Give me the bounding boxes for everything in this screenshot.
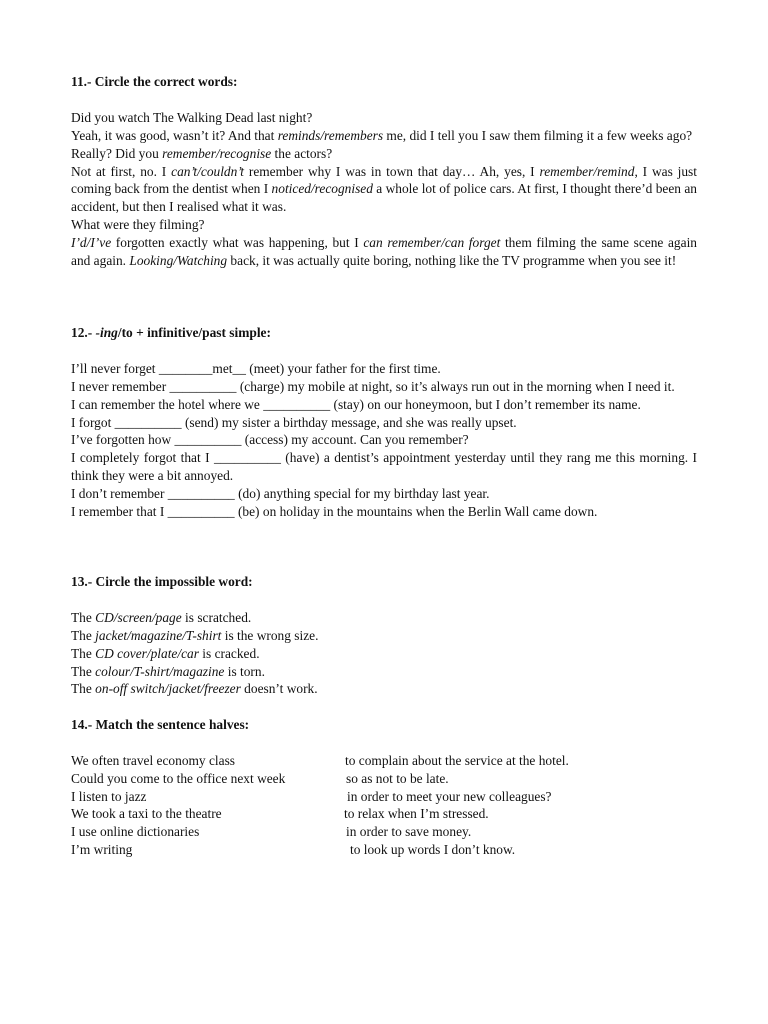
word-choice: colour/T-shirt/magazine xyxy=(95,663,225,679)
word-choice: on-off switch/jacket/freezer xyxy=(95,681,241,697)
gap-fill-sentence: I never remember __________ (charge) my mobile at night, so it’s always run out in the morning when I need it. xyxy=(71,378,675,394)
match-row xyxy=(71,805,697,823)
sentence-text: is the wrong size. xyxy=(221,627,319,643)
section-13 xyxy=(71,573,697,698)
section-14-heading: 14.- Match the sentence halves: xyxy=(71,717,250,732)
word-choice: remember/recognise xyxy=(162,145,272,161)
dialogue-text: me, did I tell you I saw them filming it a few weeks ago? xyxy=(383,127,693,143)
word-choice: reminds/remembers xyxy=(277,127,384,143)
dialogue-text: , I was just coming back from the dentist when I xyxy=(71,163,697,197)
dialogue-line xyxy=(71,109,697,127)
section-11 xyxy=(71,73,697,270)
sentence-text: is cracked. xyxy=(198,645,260,661)
word-choice: can’t/couldn’t xyxy=(171,163,245,179)
word-choice: CD cover/plate/car xyxy=(95,645,199,661)
dialogue-line xyxy=(71,234,697,270)
dialogue-line xyxy=(71,127,697,145)
dialogue-text: Did you watch The Walking Dead last night? xyxy=(71,109,313,125)
gap-fill-sentence: I remember that I __________ (be) on holiday in the mountains when the Berlin Wall came down. xyxy=(71,504,598,520)
section-12-number: 12.- xyxy=(71,325,96,340)
dialogue-text: them filming the same scene again and again. xyxy=(71,235,697,269)
sentence xyxy=(71,645,697,663)
gap-fill-sentence: I’ll never forget ________met__ (meet) your father for the first time. xyxy=(71,360,441,376)
dialogue-text: What were they filming? xyxy=(71,217,205,233)
word-choice: Looking/Watching xyxy=(129,253,228,269)
dialogue-line xyxy=(71,216,697,234)
word-choice: can remember/can forget xyxy=(363,235,501,251)
word-choice: CD/screen/page xyxy=(95,609,182,625)
dialogue-text: back, it was actually quite boring, nothing like the TV programme when you see it! xyxy=(227,253,677,269)
word-choice: remember/remind xyxy=(539,163,635,179)
sentence-second-half: to relax when I’m stressed. xyxy=(344,806,489,822)
match-row xyxy=(71,770,697,788)
sentence xyxy=(71,663,697,681)
section-12-ing: -ing xyxy=(95,325,118,340)
section-13-heading: 13.- Circle the impossible word: xyxy=(71,574,253,589)
section-14-match-list xyxy=(71,752,697,859)
section-12 xyxy=(71,324,697,521)
gap-fill-sentence: I can remember the hotel where we __________ (stay) on our honeymoon, but I don’t remember its name. xyxy=(71,396,641,412)
sentence-first-half: We took a taxi to the theatre xyxy=(71,806,222,822)
sentence-text: is scratched. xyxy=(181,609,252,625)
dialogue-line xyxy=(71,145,697,163)
section-11-heading: 11.- Circle the correct words: xyxy=(71,74,238,89)
sentence-first-half: We often travel economy class xyxy=(71,752,236,768)
dialogue-text: a whole lot of police cars. At first, I thought there’d been an accident, but then I realised what it was. xyxy=(71,181,697,215)
dialogue-text: Really? Did you xyxy=(71,145,163,161)
gap-fill-sentence: I don’t remember __________ (do) anything special for my birthday last year. xyxy=(71,486,490,502)
dialogue-text: Yeah, it was good, wasn’t it? And that xyxy=(71,127,278,143)
sentence-second-half: so as not to be late. xyxy=(346,770,449,786)
section-12-title-rest: /to + infinitive/past simple: xyxy=(117,325,271,340)
sentence-first-half: I listen to jazz xyxy=(71,788,147,804)
sentence-text: doesn’t work. xyxy=(240,681,318,697)
word-choice: I’d/I’ve xyxy=(71,235,112,251)
sentence-text: The xyxy=(71,609,96,625)
section-13-sentences xyxy=(71,609,697,699)
sentence-text: The xyxy=(71,663,96,679)
gap-fill-sentence: I’ve forgotten how __________ (access) my account. Can you remember? xyxy=(71,432,469,448)
sentence xyxy=(71,627,697,645)
dialogue-text: Not at first, no. I xyxy=(71,163,172,179)
dialogue-text: remember why I was in town that day… Ah, yes, I xyxy=(244,163,540,179)
sentence-second-half: to look up words I don’t know. xyxy=(350,842,516,858)
sentence-second-half: in order to save money. xyxy=(346,824,472,840)
sentence-text: The xyxy=(71,627,96,643)
sentence xyxy=(71,680,697,698)
sentence-first-half: Could you come to the office next week xyxy=(71,770,286,786)
section-11-dialogue xyxy=(71,109,697,270)
sentence-text: The xyxy=(71,645,96,661)
sentence-second-half: in order to meet your new colleagues? xyxy=(347,788,552,804)
sentence-second-half: to complain about the service at the hotel. xyxy=(345,752,569,768)
sentence xyxy=(71,609,697,627)
sentence-first-half: I’m writing xyxy=(71,842,133,858)
word-choice: noticed/recognised xyxy=(271,181,373,197)
section-14 xyxy=(71,716,697,859)
sentence-text: is torn. xyxy=(224,663,265,679)
gap-fill-sentence: I forgot __________ (send) my sister a birthday message, and she was really upset. xyxy=(71,414,517,430)
word-choice: jacket/magazine/T-shirt xyxy=(95,627,222,643)
match-row xyxy=(71,841,697,859)
section-12-sentences xyxy=(71,360,697,521)
dialogue-text: the actors? xyxy=(271,145,333,161)
dialogue-line xyxy=(71,163,697,217)
match-row xyxy=(71,823,697,841)
section-12-heading xyxy=(71,324,697,342)
sentence-first-half: I use online dictionaries xyxy=(71,824,200,840)
match-row xyxy=(71,752,697,770)
dialogue-text: forgotten exactly what was happening, but I xyxy=(111,235,364,251)
sentence-text: The xyxy=(71,681,96,697)
match-row xyxy=(71,788,697,806)
gap-fill-sentence: I completely forgot that I __________ (have) a dentist’s appointment yesterday until they rang me this morning. I think they were a bit annoyed. xyxy=(71,450,697,484)
